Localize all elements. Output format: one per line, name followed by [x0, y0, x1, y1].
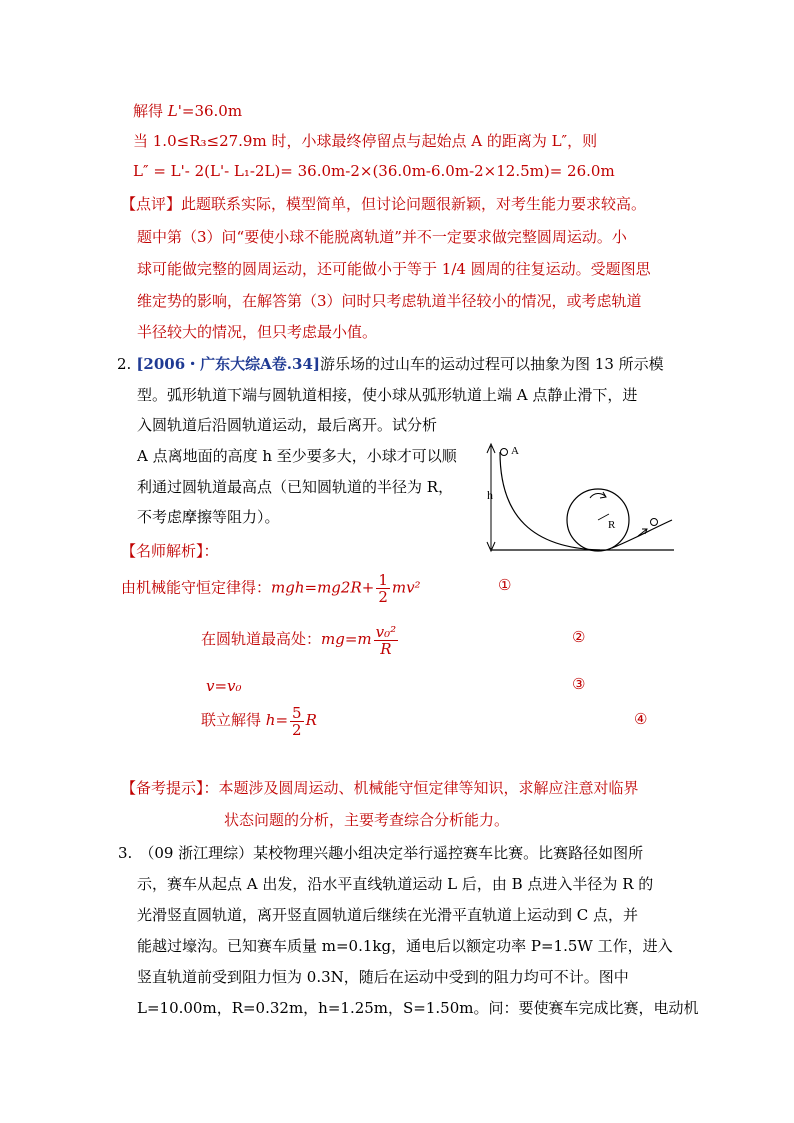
equation-3: v=v₀: [206, 677, 242, 695]
eq2-expr: mg=m: [321, 630, 372, 648]
solution-line-1: [133, 101, 242, 121]
equation-mark-2: ②: [572, 628, 586, 646]
eq2-frac-numerator: v₀²: [375, 622, 397, 641]
q2-text-2: 型。弧形轨道下端与圆轨道相接，使小球从弧形轨道上端 A 点静止滑下，进: [137, 386, 638, 404]
q3-text-6: L=10.00m，R=0.32m，h=1.25m，S=1.50m。问：要使赛车完成比赛，电动机: [137, 999, 699, 1017]
equation-1: [121, 572, 421, 605]
comment-text-2: 题中第（3）问“要使小球不能脱离轨道”并不一定要求做完整圆周运动。小: [137, 228, 627, 246]
label-h: h: [487, 488, 493, 502]
solution-line-1-var: L': [167, 102, 182, 120]
eq4-frac-numerator: 5: [292, 703, 302, 722]
eq1-tail: mv²: [391, 578, 421, 597]
equation-mark-4: ④: [634, 710, 648, 728]
exit-track: [612, 520, 672, 548]
comment-text-1: 此题联系实际，模型简单，但讨论问题很新颖，对考生能力要求较高。: [181, 195, 647, 213]
q2-text-3: 入圆轨道后沿圆轨道运动，最后离开。试分析: [137, 416, 438, 434]
q3-number: 3.: [118, 844, 133, 862]
q3-line-1: [118, 843, 643, 863]
comment-text-3: 球可能做完整的圆周运动，还可能做小于等于 1/4 圆周的往复运动。受题图思: [137, 260, 651, 278]
tip-text-2: 状态问题的分析，主要考查综合分析能力。: [224, 811, 510, 829]
eq1-frac-numerator: 1: [378, 571, 388, 589]
tip-line-1: [121, 778, 639, 798]
equation-4: [201, 703, 317, 738]
eq4-fraction: [290, 705, 304, 738]
q3-text-3: 光滑竖直圆轨道，离开竖直圆轨道后继续在光滑平直轨道上运动到 C 点，并: [137, 906, 639, 924]
roller-coaster-figure: [482, 436, 680, 558]
start-ball: [501, 449, 508, 456]
q2-text-5: 利通过圆轨道最高点（已知圆轨道的半径为 R，: [137, 478, 454, 496]
eq2-frac-denominator: R: [380, 639, 392, 658]
eq2-label: 在圆轨道最高处：: [201, 630, 322, 648]
q3-text-4: 能越过壕沟。已知赛车质量 m=0.1kg，通电后以额定功率 P=1.5W 工作，进入: [137, 937, 673, 955]
curved-track: [500, 452, 600, 550]
equation-2: [201, 622, 400, 657]
q2-number: 2.: [117, 355, 132, 373]
solution-line-3: L″ = L'- 2(L'- L₁-2L)= 36.0m-2×(36.0m-6.0m-2×12.5m)= 26.0m: [133, 162, 615, 180]
eq4-frac-denominator: 2: [292, 720, 302, 739]
equation-mark-1: ①: [498, 576, 512, 594]
eq1-fraction: [376, 572, 390, 605]
solution-line-2: 当 1.0≤R₃≤27.9m 时，小球最终停留点与起始点 A 的距离为 L″，则: [133, 132, 598, 150]
eq4-tail: R: [305, 711, 317, 729]
q3-text-1: （09 浙江理综）某校物理兴趣小组决定举行遥控赛车比赛。比赛路径如图所: [139, 844, 644, 862]
eq4-expr: h=: [265, 711, 289, 729]
label-A: A: [511, 445, 519, 457]
tip-text-1: 本题涉及圆周运动、机械能守恒定律等知识，求解应注意对临界: [218, 779, 639, 797]
solution-line-1-value: =36.0m: [181, 102, 243, 120]
q3-text-2: 示，赛车从起点 A 出发，沿水平直线轨道运动 L 后，由 B 点进入半径为 R 的: [137, 875, 654, 893]
exit-ball: [651, 519, 658, 526]
eq1-label: 由机械能守恒定律得：: [121, 578, 272, 597]
q2-line-1: [117, 354, 664, 374]
comment-line-1: [121, 194, 646, 214]
comment-text-4: 维定势的影响，在解答第（3）问时只考虑轨道半径较小的情况，或考虑轨道: [137, 292, 642, 310]
eq1-expr: mgh=mg2R+: [271, 578, 375, 597]
q2-source: [2006・广东大综A卷.34]: [136, 355, 320, 373]
solution-line-1-prefix: 解得: [133, 102, 168, 120]
analysis-tag: 【名师解析】：: [121, 542, 219, 560]
comment-tag: 【点评】: [121, 195, 182, 213]
eq1-frac-denominator: 2: [378, 588, 388, 606]
eq4-label: 联立解得: [201, 711, 266, 729]
comment-text-5: 半径较大的情况，但只考虑最小值。: [137, 323, 378, 341]
label-R: R: [608, 519, 616, 531]
q3-text-5: 竖直轨道前受到阻力恒为 0.3N，随后在运动中受到的阻力均可不计。图中: [137, 968, 629, 986]
q2-text-1: 游乐场的过山车的运动过程可以抽象为图 13 所示模: [320, 355, 664, 373]
exit-arrow: [638, 529, 647, 536]
tip-tag: 【备考提示】：: [121, 779, 219, 797]
q2-text-4: A 点离地面的高度 h 至少要多大，小球才可以顺: [137, 447, 457, 465]
q2-text-6: 不考虑摩擦等阻力）。: [137, 508, 280, 526]
eq2-fraction: [374, 624, 399, 657]
equation-mark-3: ③: [572, 675, 586, 693]
